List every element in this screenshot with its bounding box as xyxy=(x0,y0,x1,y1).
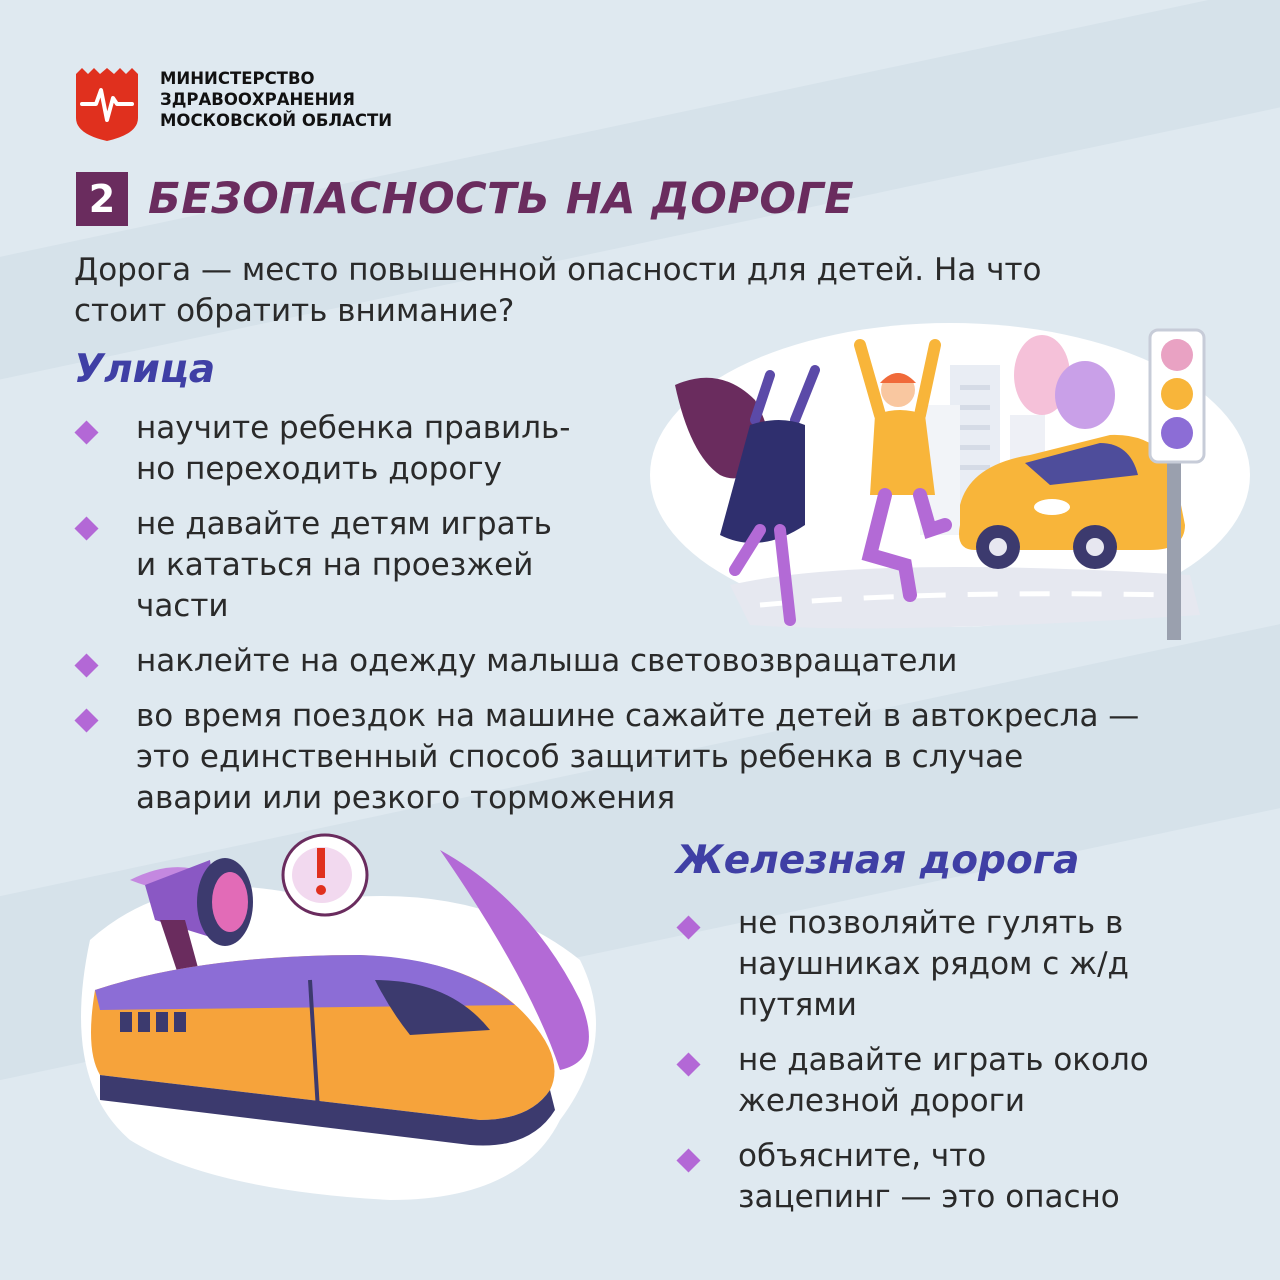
diamond-bullet-icon xyxy=(676,1148,700,1172)
street-list-bottom xyxy=(74,641,1254,819)
list-item xyxy=(676,903,1236,1026)
railway-heading: Железная дорога xyxy=(676,838,1080,883)
organization-name xyxy=(160,68,460,131)
list-item-line: наушниках рядом с ж/д xyxy=(738,946,1129,982)
diamond-bullet-icon xyxy=(676,915,700,939)
list-item xyxy=(74,696,1254,819)
list-item xyxy=(676,1136,1236,1218)
diamond-bullet-icon xyxy=(74,653,98,677)
diamond-bullet-icon xyxy=(74,708,98,732)
list-item-line: не давайте детям играть xyxy=(136,506,552,542)
list-item xyxy=(676,1040,1236,1122)
list-item-line: это единственный способ защитить ребенка в случае xyxy=(136,739,1024,775)
list-item-line: во время поездок на машине сажайте детей в автокресла — xyxy=(136,698,1140,734)
list-item xyxy=(74,408,634,490)
organization-name-line: МИНИСТЕРСТВО xyxy=(160,69,315,88)
organization-name-line: ЗДРАВООХРАНЕНИЯ xyxy=(160,90,355,109)
diamond-bullet-icon xyxy=(74,420,98,444)
list-item-line: научите ребенка правиль- xyxy=(136,410,571,446)
train-megaphone-illustration xyxy=(60,820,620,1240)
organization-name-line: МОСКОВСКОЙ ОБЛАСТИ xyxy=(160,111,393,130)
section-number-badge: 2 xyxy=(76,172,128,226)
street-list-top xyxy=(74,408,634,627)
diamond-bullet-icon xyxy=(74,516,98,540)
street-heading: Улица xyxy=(74,347,216,392)
red-shield-heartbeat-icon xyxy=(74,64,140,142)
diamond-bullet-icon xyxy=(676,1052,700,1076)
children-crossing-road-illustration xyxy=(630,325,1250,645)
intro-line: стоит обратить внимание? xyxy=(74,293,515,329)
list-item-line: не позволяйте гулять в xyxy=(738,905,1124,941)
list-item-line: и кататься на проезжей xyxy=(136,547,534,583)
list-item xyxy=(74,504,634,627)
list-item-line: путями xyxy=(738,987,857,1023)
railway-list xyxy=(676,903,1236,1218)
list-item-line: наклейте на одежду малыша световозвращатели xyxy=(136,643,958,679)
intro-line: Дорога — место повышенной опасности для детей. На что xyxy=(74,252,1042,288)
page-title: БЕЗОПАСНОСТЬ НА ДОРОГЕ xyxy=(148,174,855,224)
list-item-line: но переходить дорогу xyxy=(136,451,502,487)
list-item-line: железной дороги xyxy=(738,1083,1026,1119)
list-item xyxy=(74,641,1254,682)
list-item-line: не давайте играть около xyxy=(738,1042,1149,1078)
list-item-line: аварии или резкого торможения xyxy=(136,780,676,816)
list-item-line: части xyxy=(136,588,229,624)
list-item-line: зацепинг — это опасно xyxy=(738,1179,1120,1215)
intro-text xyxy=(74,250,1214,332)
list-item-line: объясните, что xyxy=(738,1138,987,1174)
